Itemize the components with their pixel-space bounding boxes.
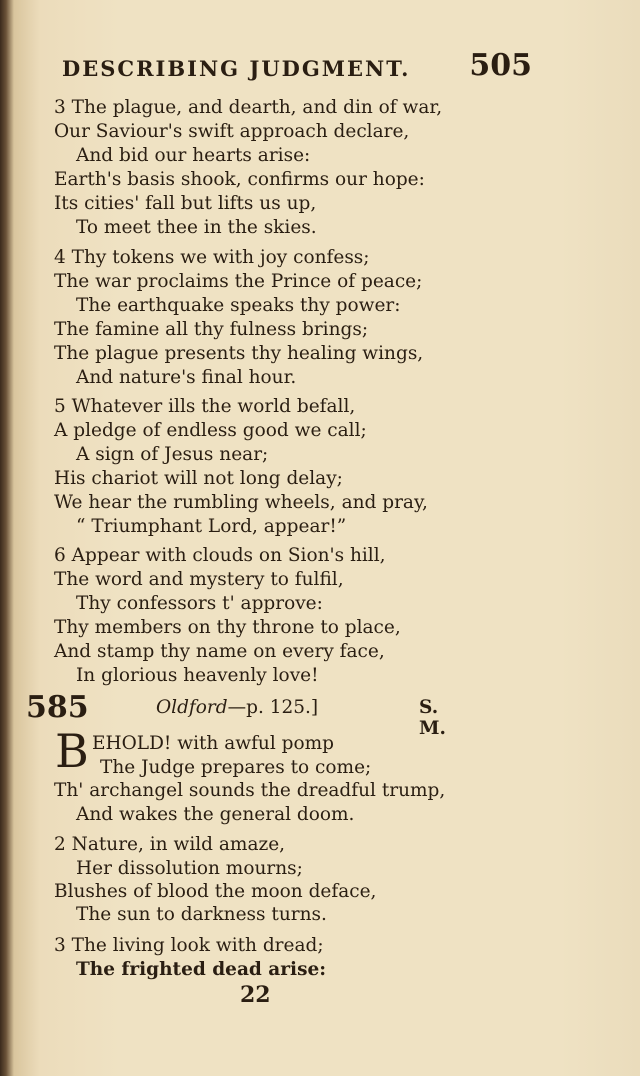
running-title: DESCRIBING JUDGMENT.	[62, 56, 411, 81]
verse-line: To meet thee in the skies.	[76, 217, 317, 238]
verse-line: 3 The plague, and dearth, and din of war,	[54, 97, 443, 118]
page-number: 505	[469, 48, 532, 83]
verse-line: 5 Whatever ills the world befall,	[54, 396, 356, 417]
verse-line: 2 Nature, in wild amaze,	[54, 834, 286, 855]
signature-mark: 22	[240, 982, 271, 1008]
hymn-number: 585	[26, 690, 89, 725]
verse-line: The earthquake speaks thy power:	[76, 295, 401, 316]
verse-line: A pledge of endless good we call;	[54, 420, 367, 441]
verse-line: And bid our hearts arise:	[76, 145, 311, 166]
verse-line: Blushes of blood the moon deface,	[54, 881, 377, 902]
verse-line: Her dissolution mourns;	[76, 858, 303, 879]
verse-line: The word and mystery to fulfil,	[54, 569, 344, 590]
verse-line: Our Saviour's swift approach declare,	[54, 121, 410, 142]
verse-line: His chariot will not long delay;	[54, 468, 343, 489]
verse-line: A sign of Jesus near;	[76, 444, 269, 465]
verse-line: In glorious heavenly love!	[76, 665, 319, 686]
verse-line: The frighted dead arise:	[76, 959, 327, 980]
verse-line: Thy members on thy throne to place,	[54, 617, 401, 638]
verse-line: And stamp thy name on every face,	[54, 641, 385, 662]
verse-line: “ Triumphant Lord, appear!”	[76, 516, 347, 537]
verse-line: Thy confessors t' approve:	[76, 593, 323, 614]
verse-line: Th' archangel sounds the dreadful trump,	[54, 780, 446, 801]
tune-name: Oldford	[156, 697, 228, 718]
verse-line: Earth's basis shook, confirms our hope:	[54, 169, 425, 190]
verse-line: EHOLD! with awful pomp	[92, 733, 335, 754]
drop-cap: B	[55, 724, 89, 778]
verse-line: And wakes the general doom.	[76, 804, 355, 825]
page-header	[62, 48, 532, 84]
hymn-header	[26, 690, 466, 739]
verse-line: We hear the rumbling wheels, and pray,	[54, 492, 428, 513]
verse-line: The plague presents thy healing wings,	[54, 343, 424, 364]
verse-line: And nature's final hour.	[76, 367, 297, 388]
tune-page: —p. 125.]	[227, 697, 319, 718]
verse-line: 3 The living look with dread;	[54, 935, 324, 956]
verse-line: Its cities' fall but lifts us up,	[54, 193, 317, 214]
meter: S. M.	[419, 697, 446, 739]
verse-line: The Judge prepares to come;	[100, 757, 372, 778]
verse-line: The sun to darkness turns.	[76, 904, 327, 925]
verse-line: The war proclaims the Prince of peace;	[54, 271, 423, 292]
verse-line: 6 Appear with clouds on Sion's hill,	[54, 545, 386, 566]
verse-line: 4 Thy tokens we with joy confess;	[54, 247, 370, 268]
verse-line: The famine all thy fulness brings;	[54, 319, 369, 340]
tune-reference	[156, 697, 318, 718]
